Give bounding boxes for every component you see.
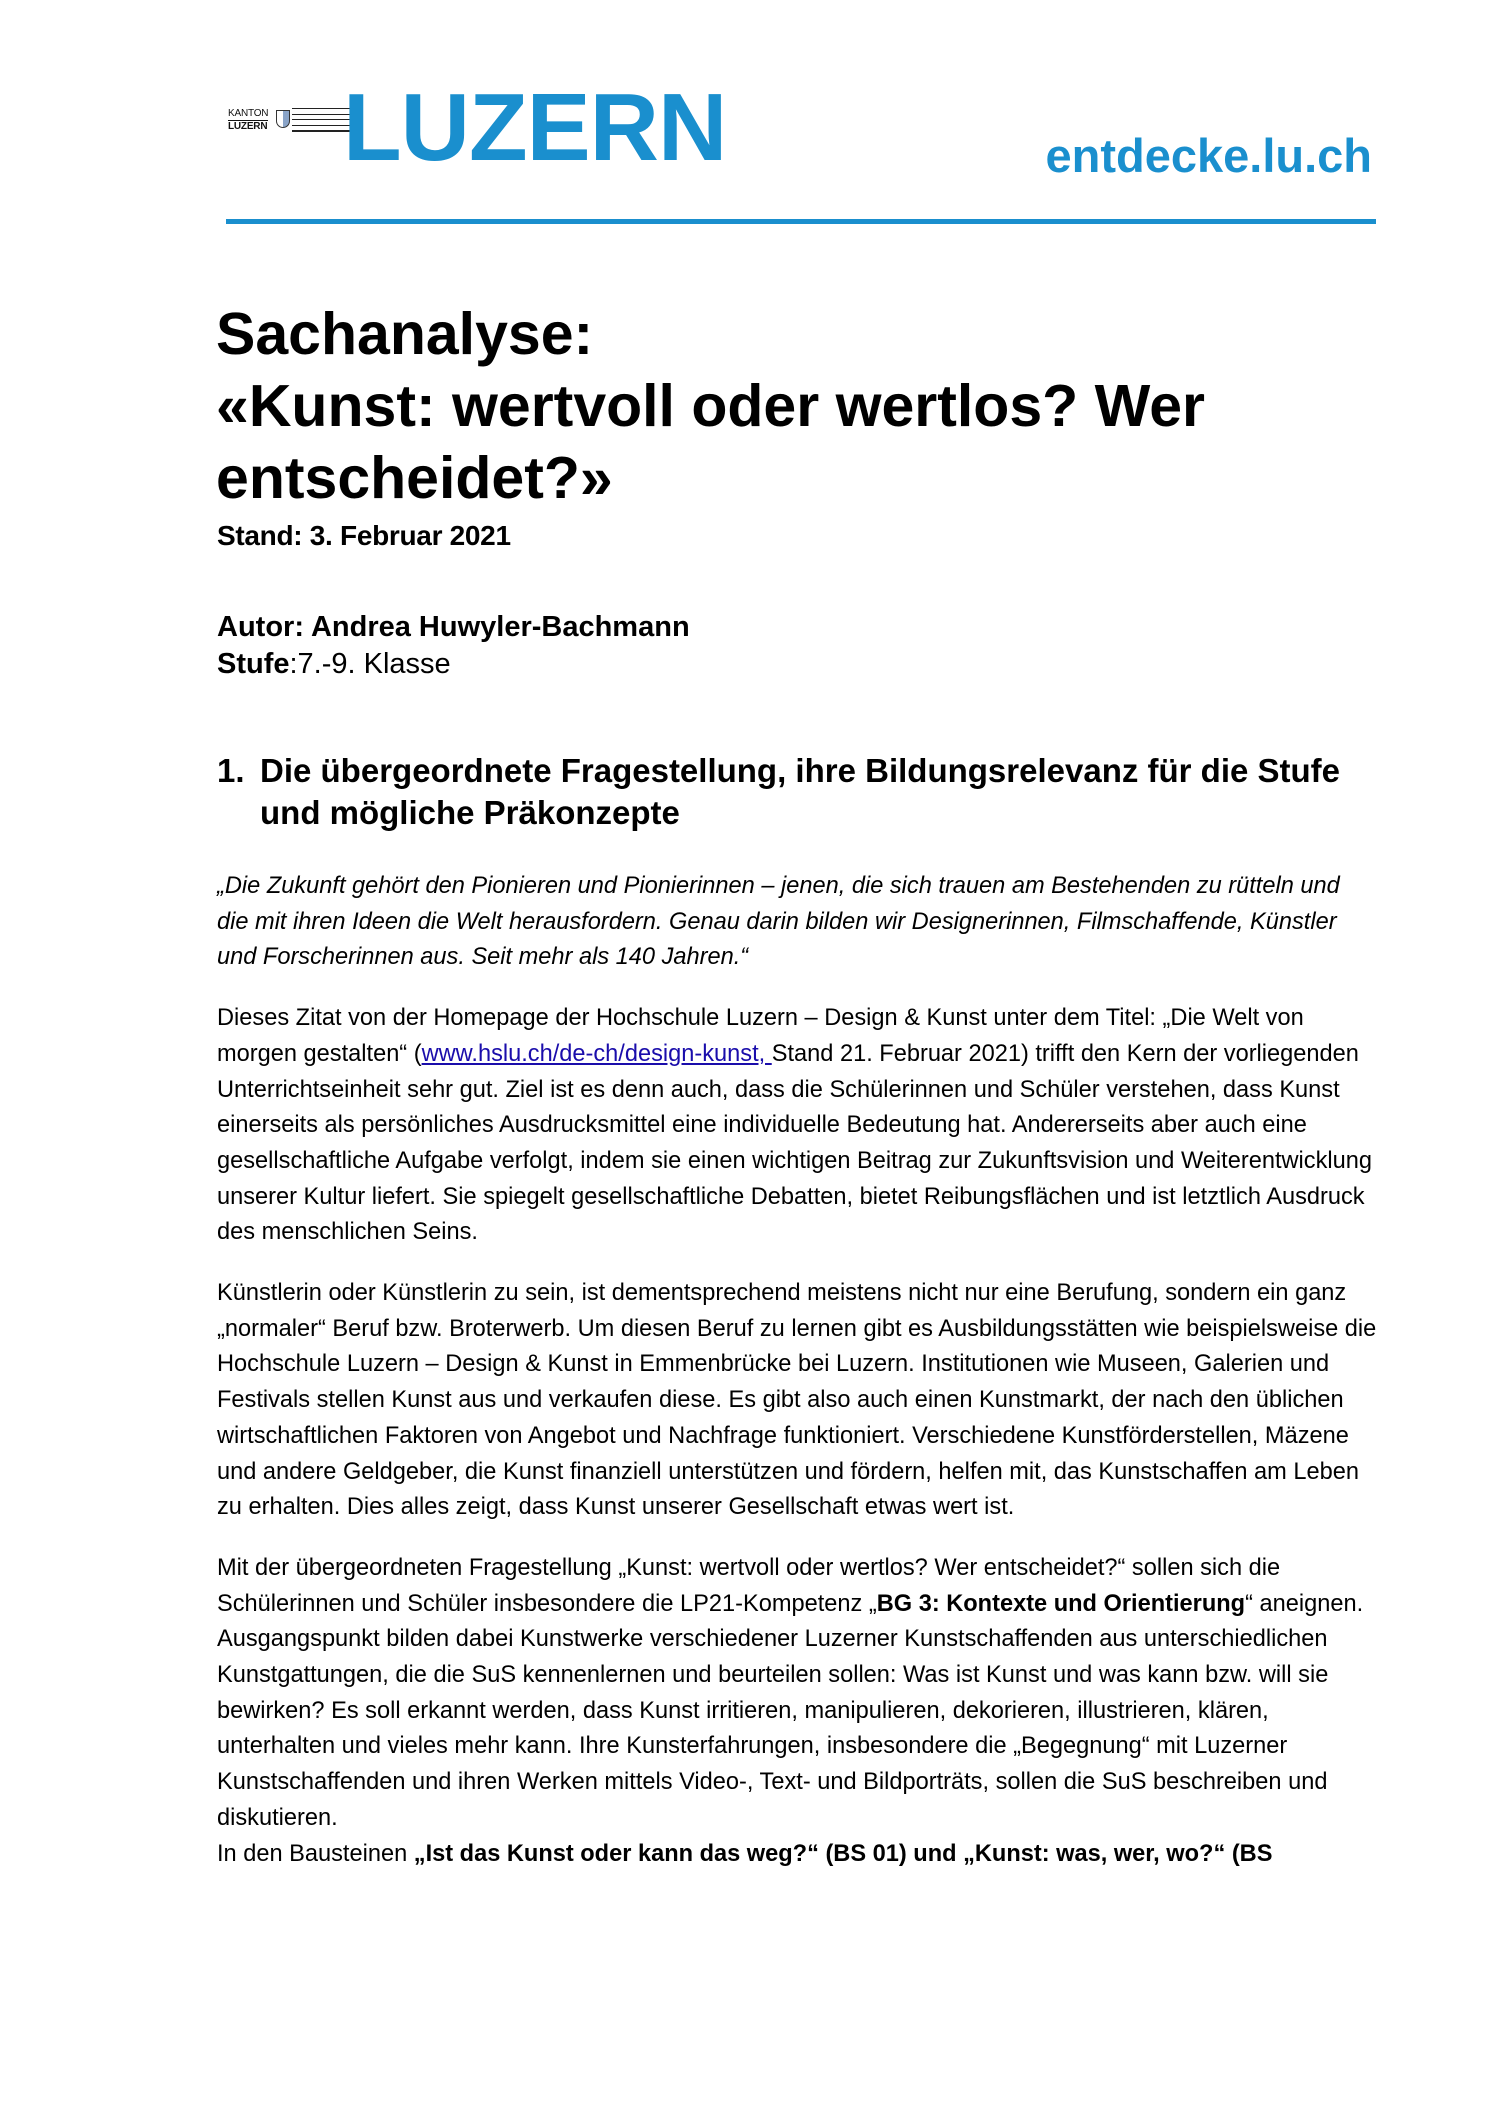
title-line-2: «Kunst: wertvoll oder wertlos? Wer entscheidet?» — [216, 373, 1205, 511]
site-url: entdecke.lu.ch — [1045, 129, 1372, 182]
document-date: Stand: 3. Februar 2021 — [217, 520, 511, 551]
stufe-line — [217, 646, 690, 683]
kanton-luzern-mark — [226, 108, 356, 142]
kanton-label: KANTON — [228, 108, 269, 119]
stufe-label: Stufe — [217, 648, 290, 680]
paragraph-5: In den Bausteinen „Ist das Kunst oder kann das weg?“ (BS 01) und „Kunst: was, wer, wo?“ (BS — [217, 1840, 1273, 1867]
document-meta — [217, 609, 690, 683]
author-line: Autor: Andrea Huwyler-Bachmann — [217, 611, 690, 643]
luzern-logo-wordmark: LUZERN — [343, 74, 727, 181]
stufe-value: :7.-9. Klasse — [289, 648, 451, 680]
page-header — [226, 74, 1372, 226]
coat-of-arms-icon — [276, 110, 290, 128]
section-number: 1. — [217, 752, 245, 789]
header-divider — [226, 219, 1376, 224]
intro-quote: „Die Zukunft gehört den Pionieren und Pionierinnen – jenen, die sich trauen am Bestehenden zu rütteln und die mit ihren Ideen die Welt herausfordern. Genau darin bilden wir Designerinnen, Filmschaffende, Künstler und Forscherinnen aus. Seit mehr als 140 Jahren.“ — [217, 873, 1340, 971]
section-heading-1 — [217, 750, 1377, 834]
section-body — [217, 869, 1377, 1872]
section-title: Die übergeordnete Fragestellung, ihre Bildungsrelevanz für die Stufe und mögliche Präkonzepte — [260, 752, 1341, 831]
title-line-1: Sachanalyse: — [216, 301, 594, 367]
hslu-link[interactable]: www.hslu.ch/de-ch/design-kunst, — [421, 1040, 772, 1067]
document-title — [216, 298, 1356, 514]
paragraph-3: Künstlerin oder Künstlerin zu sein, ist dementsprechend meistens nicht nur eine Berufung, sondern ein ganz „normaler“ Beruf bzw. Broterwerb. Um diesen Beruf zu lernen gibt es Ausbildungsstätten wie beispielsweise die Hochschule Luzern – Design & Kunst in Emmenbrücke bei Luzern. Institutionen wie Museen, Galerien und Festivals stellen Kunst aus und verkaufen diese. Es gibt also auch einen Kunstmarkt, der nach den üblichen wirtschaftlichen Faktoren von Angebot und Nachfrage funktioniert. Verschiedene Kunstförderstellen, Mäzene und andere Geldgeber, die Kunst finanziell unterstützen und fördern, helfen mit, das Kunstschaffen am Leben zu erhalten. Dies alles zeigt, dass Kunst unserer Gesellschaft etwas wert ist. — [217, 1280, 1377, 1521]
kanton-luzern-label: LUZERN — [228, 121, 268, 132]
bausteine-names: „Ist das Kunst oder kann das weg?“ (BS 01) und „Kunst: was, wer, wo?“ (BS — [413, 1840, 1273, 1867]
paragraph-4: Mit der übergeordneten Fragestellung „Kunst: wertvoll oder wertlos? Wer entscheidet?“ sollen sich die Schülerinnen und Schüler insbesondere die LP21-Kompetenz „BG 3: Kontexte und Orientierung“ aneignen. Ausgangspunkt bilden dabei Kunstwerke verschiedener Luzerner Kunstschaffenden aus unterschiedlichen Kunstgattungen, die die SuS kennenlernen und beurteilen sollen: Was ist Kunst und was kann bzw. will sie bewirken? Es soll erkannt werden, dass Kunst irritieren, manipulieren, dekorieren, illustrieren, klären, unterhalten und vieles mehr kann. Ihre Kunsterfahrungen, insbesondere die „Begegnung“ mit Luzerner Kunstschaffenden und ihren Werken mittels Video-, Text- und Bildporträts, sollen die SuS beschreiben und diskutieren. — [217, 1554, 1364, 1831]
competence-name: BG 3: Kontexte und Orientierung — [876, 1590, 1246, 1617]
paragraph-2: Dieses Zitat von der Homepage der Hochschule Luzern – Design & Kunst unter dem Titel: „Die Welt von morgen gestalten“ (www.hslu.ch/de-ch/design-kunst, Stand 21. Februar 2021) trifft den Kern der vorliegenden Unterrichtseinheit sehr gut. Ziel ist es denn auch, dass die Schülerinnen und Schüler verstehen, dass Kunst einerseits als persönliches Ausdrucksmittel eine individuelle Bedeutung hat. Andererseits aber auch eine gesellschaftliche Aufgabe verfolgt, indem sie einen wichtigen Beitrag zur Zukunftsvision und Weiterentwicklung unserer Kultur liefert. Sie spiegelt gesellschaftliche Debatten, bietet Reibungsflächen und ist letztlich Ausdruck des menschlichen Seins. — [217, 1005, 1372, 1246]
